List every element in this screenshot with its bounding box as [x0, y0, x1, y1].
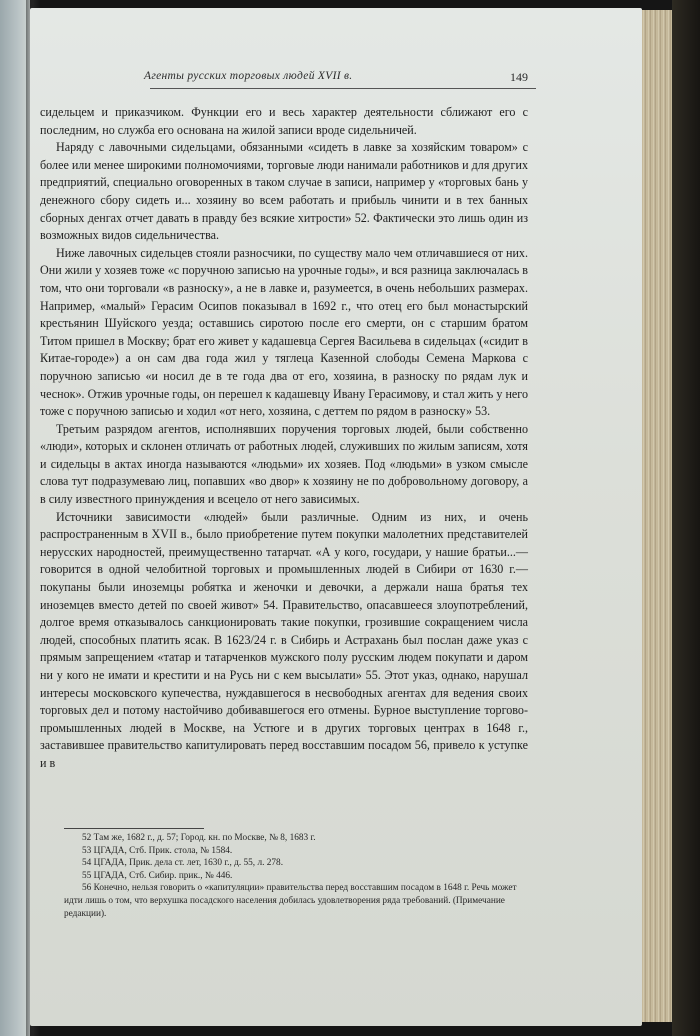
- main-text: [40, 104, 528, 773]
- footnote: 54 ЦГАДА, Прик. дела ст. лет, 1630 г., д. 55, л. 278.: [82, 858, 284, 869]
- running-head: Агенты русских торговых людей XVII в.: [144, 70, 353, 82]
- paragraph: сидельцем и приказчиком. Функции его и весь характер деятельности сближают его с последним, но служба его основана на жилой записи вроде сидельничей.: [40, 105, 528, 137]
- paragraph: Наряду с лавочными сидельцами, обязанными «сидеть в лавке за хозяйским товаром» с более или менее широкими полномочиями, торговые люди нанимали работников и для других предприятий, специально оговоренных в таком случае в записи, например у «торговых бань у денежного сбору сидеть и... хозяину во всем работать и прибыль чинити и в тех банных сборных денгах отчет давать в правду без всякие хитрости» 52. Фактически это лишь один из возможных видов сидельничества.: [40, 140, 529, 243]
- paragraph: Третьим разрядом агентов, исполнявших поручения торговых людей, были собственно «люди», которых и склонен отличать от работных людей, служивших по жилым записям, хотя и сидельцы в актах иногда называются «людьми» их хозяев. Под «людьми» в узком смысле слова тут подразумеваю лиц, попавших «во двор» к хозяину не по добровольному договору, а в силу известного принуждения и всецело от него зависимых.: [40, 421, 528, 507]
- footnote-rule: [64, 828, 204, 829]
- paragraph: Ниже лавочных сидельцев стояли разносчики, по существу мало чем отличавшиеся от них. Они жили у хозяев тоже «с поручною записью на урочные годы», и вся разница заключалась в том, что они торговали «в разноску», а не в лавке и, разумеется, в очень небольших размерах. Например, «малый» Герасим Осипов показывал в 1692 г., что отец его был монастырский крестьянин Шуйского уезда; оставшись сиротою после его смерти, он с старшим братом Титом пришел в Москву; брат его живет у кадашевца Сергея Васильева в сидельцах («сидит в Китае-городе») а он сам два года жил у тяглеца Казенной слободы Семена Маркова с поручною записью «и носил де в те года два от его, хозяина, в разноску по рядам лук и чеснок». Отжив урочные годы, он перешел к кадашевцу Ивану Герасимову, и стал жить у него тоже с поручною записью и ходил «от него, хозяина, с деттем по рядом в разноску» 53.: [40, 245, 528, 419]
- footnote: 56 Конечно, нельзя говорить о «капитуляции» правительства перед восставшим посадом в 1648 г. Речь может идти лишь о том, что верхушка посадского населения добилась удовлетворения ряда требований. (Примечание редакции).: [64, 883, 517, 919]
- paragraph: Источники зависимости «людей» были различные. Одним из них, и очень распространенным в XVII в., было приобретение путем покупки малолетних представителей нерусских народностей, преимущественно татарчат. «А у кого, государи, у нашие братьи...— говорится в одной челобитной торговых и промышленных людей в Сибири от 1630 г.— покупаны были иноземцы робятка и женочки и девочки, а держали наша братья тех иноземцев вместо детей по своей живот» 54. Правительство, опасавшееся злоупотреблений, долгое время отказывалось санкционировать такие покупки, грозившие сокращением числа людей, способных платить ясак. В 1623/24 г. в Сибирь и Астрахань был послан даже указ с прямым запрещением «татар и татарченков мужского полу русским людем покупати и даром ни у кого не имати и крестити и на Русь ни с кем высылати» 55. Этот указ, однако, нарушал интересы московского купечества, нуждавшегося в несвободных агентах для ведения своих торговых дел и потому настойчиво добивавшегося его отмены. Бурное выступление торгово-промышленных людей в Москве, на Устюге и в других торговых центрах в 1648 г., заставившее правительство капитулировать перед восставшим посадом 56, привело к уступке и в: [40, 509, 528, 770]
- page-block-edge: [642, 10, 672, 1022]
- header-rule: [150, 88, 536, 89]
- footnote: 55 ЦГАДА, Стб. Сибир. прик., № 446.: [82, 870, 233, 881]
- footnote: 52 Там же, 1682 г., д. 57; Город. кн. по Москве, № 8, 1683 г.: [82, 833, 316, 843]
- footnotes: [64, 832, 524, 920]
- footnote: 53 ЦГАДА, Стб. Прик. стола, № 1584.: [82, 845, 233, 856]
- page-number: 149: [510, 70, 528, 84]
- book-cover: [672, 0, 700, 1036]
